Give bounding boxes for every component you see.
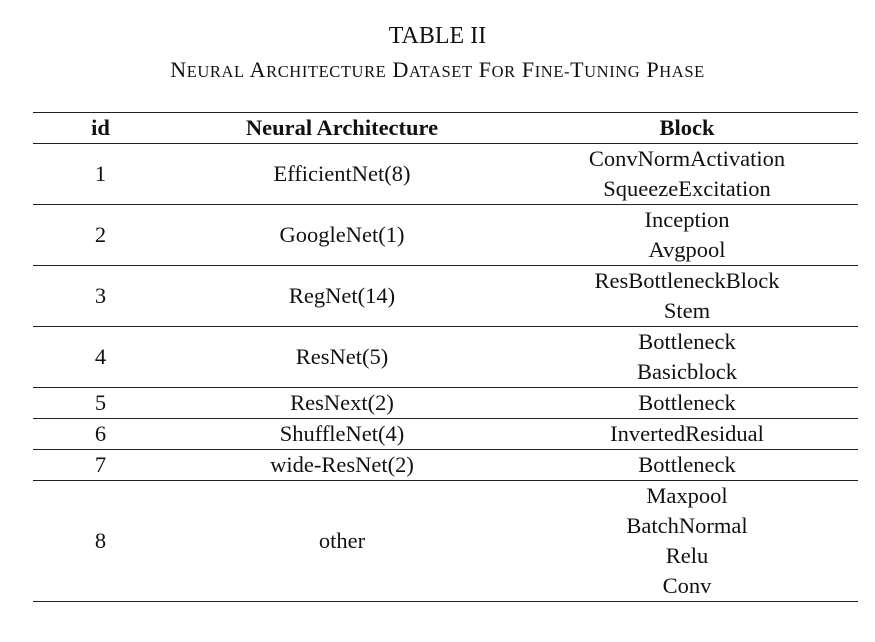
block-name: ResBottleneckBlock <box>594 268 780 293</box>
cell-architecture: RegNet(14) <box>288 283 396 308</box>
block-name: Stem <box>663 298 711 323</box>
table-row <box>33 419 858 450</box>
block-name: Bottleneck <box>638 390 736 415</box>
block-name: ConvNormActivation <box>588 146 786 171</box>
cell-block <box>516 450 858 481</box>
cell-architecture: ShuffleNet(4) <box>279 421 405 446</box>
cell-block <box>516 205 858 266</box>
block-name: BatchNormal <box>626 513 748 538</box>
table-row <box>33 481 858 602</box>
table-label: TABLE II <box>388 23 487 49</box>
block-name: SqueezeExcitation <box>603 176 771 201</box>
block-name: Relu <box>665 543 709 568</box>
cell-architecture: EfficientNet(8) <box>273 161 411 186</box>
block-name: InvertedResidual <box>610 421 764 446</box>
table-row <box>33 388 858 419</box>
cell-block <box>516 481 858 602</box>
cell-architecture: ResNet(5) <box>295 344 389 369</box>
table-header-row <box>33 113 858 144</box>
cell-id: 6 <box>94 421 107 446</box>
cell-block <box>516 327 858 388</box>
table-body <box>33 144 858 602</box>
cell-id: 3 <box>94 283 107 308</box>
cell-id: 1 <box>94 161 107 186</box>
table-row <box>33 327 858 388</box>
table-row <box>33 205 858 266</box>
cell-architecture: ResNext(2) <box>290 390 394 415</box>
table-caption <box>0 56 875 86</box>
cell-id: 8 <box>94 528 107 553</box>
block-name: Basicblock <box>637 359 737 384</box>
block-name: Bottleneck <box>638 452 736 477</box>
cell-block <box>516 266 858 327</box>
cell-id: 7 <box>94 452 107 477</box>
table-row <box>33 144 858 205</box>
header-architecture: Neural Architecture <box>245 115 439 140</box>
cell-block <box>516 144 858 205</box>
block-name: Maxpool <box>646 483 728 508</box>
block-name: Avgpool <box>648 237 726 262</box>
table-caption-text: NEURAL ARCHITECTURE DATASET FOR FINE-TUNING PHASE <box>170 57 705 82</box>
architecture-table <box>33 112 858 602</box>
block-name: Bottleneck <box>638 329 736 354</box>
cell-architecture: wide-ResNet(2) <box>270 452 414 477</box>
cell-block <box>516 419 858 450</box>
table-row <box>33 450 858 481</box>
table-row <box>33 266 858 327</box>
cell-id: 5 <box>94 390 107 415</box>
cell-block <box>516 388 858 419</box>
cell-architecture: other <box>318 528 366 553</box>
block-name: Conv <box>662 573 712 598</box>
header-block: Block <box>659 115 715 140</box>
cell-architecture: GoogleNet(1) <box>279 222 405 247</box>
header-id: id <box>91 115 110 140</box>
cell-id: 2 <box>94 222 107 247</box>
cell-id: 4 <box>94 344 107 369</box>
block-name: Inception <box>644 207 730 232</box>
